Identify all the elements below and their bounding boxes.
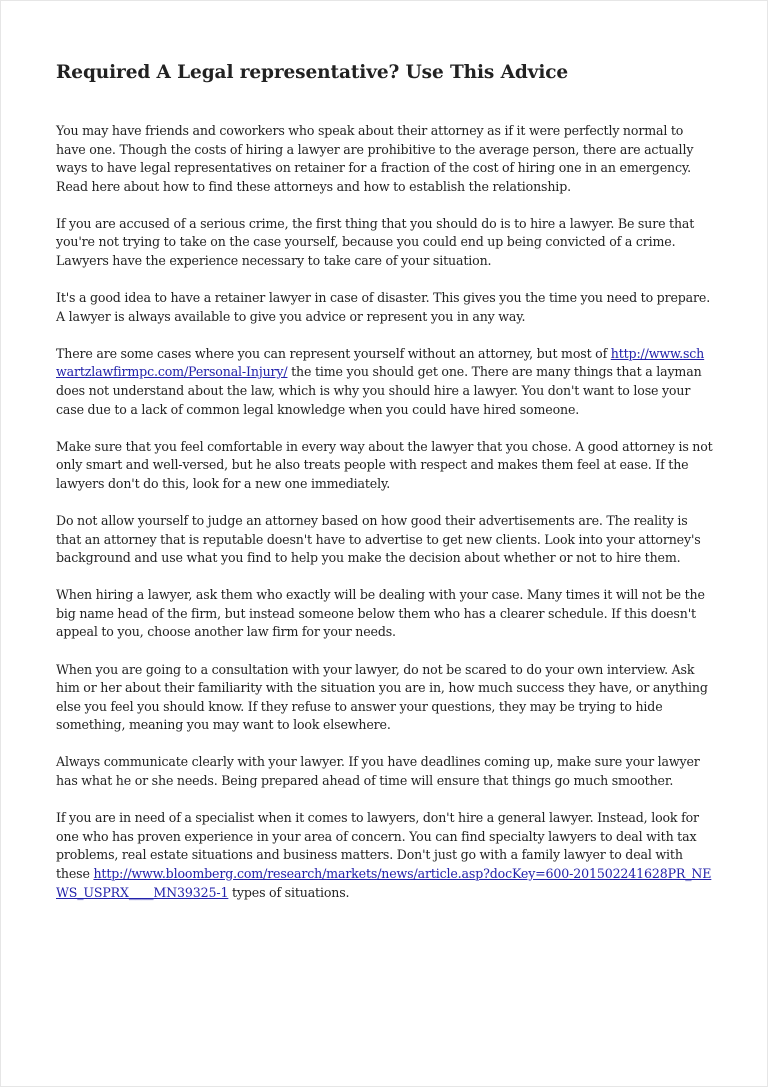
paragraph-4-text-before: There are some cases where you can represent yourself without an attorney, but most of <box>56 345 611 361</box>
paragraph-6: Do not allow yourself to judge an attorney based on how good their advertisements are. The reality is that an attorney that is reputable doesn't have to advertise to get new clients. Look into your attorney's background and use what you find to help you make the decision about whether or not to hire them. <box>56 513 701 566</box>
paragraph-8: When you are going to a consultation with your lawyer, do not be scared to do your own interview. Ask him or her about their familiarity with the situation you are in, how much success they have, or anything else you feel you should know. If they refuse to answer your questions, they may be trying to hide something, meaning you may want to look elsewhere. <box>56 661 708 733</box>
schwartz-law-link[interactable]: http://www.schwartzlawfirmpc.com/Personal-Injury/ <box>56 345 705 380</box>
document-body <box>56 61 714 921</box>
paragraph-4-text-after: the time you should get one. There are many things that a layman does not understand about the law, which is why you should hire a lawyer. You don't want to lose your case due to a lack of common legal knowledge when you could have hired someone. <box>56 364 702 417</box>
document-title: Required A Legal representative? Use This Advice <box>56 62 569 83</box>
paragraph-10 <box>56 809 714 902</box>
paragraph-7: When hiring a lawyer, ask them who exactly will be dealing with your case. Many times it will not be the big name head of the firm, but instead someone below them who has a clearer schedule. If this doesn't appeal to you, choose another law firm for your needs. <box>56 587 705 640</box>
paragraph-5: Make sure that you feel comfortable in every way about the lawyer that you chose. A good attorney is not only smart and well-versed, but he also treats people with respect and makes them feel at ease. If the lawyers don't do this, look for a new one immediately. <box>56 438 713 491</box>
bloomberg-link[interactable]: http://www.bloomberg.com/research/markets/news/article.asp?docKey=600-201502241628PR_NEWS_USPRX____MN39325-1 <box>56 865 712 900</box>
paragraph-1: You may have friends and coworkers who speak about their attorney as if it were perfectly normal to have one. Though the costs of hiring a lawyer are prohibitive to the average person, there are actually ways to have legal representatives on retainer for a fraction of the cost of hiring one in an emergency. Read here about how to find these attorneys and how to establish the relationship. <box>56 123 694 194</box>
paragraph-9: Always communicate clearly with your lawyer. If you have deadlines coming up, make sure your lawyer has what he or she needs. Being prepared ahead of time will ensure that things go much smoother. <box>56 754 700 789</box>
paragraph-2: If you are accused of a serious crime, the first thing that you should do is to hire a lawyer. Be sure that you're not trying to take on the case yourself, because you could end up being convicted of a crime. Lawyers have the experience necessary to take care of your situation. <box>56 215 695 269</box>
paragraph-4 <box>56 345 714 419</box>
paragraph-10-text-after: types of situations. <box>228 884 350 900</box>
paragraph-10-text-before: If you are in need of a specialist when it comes to lawyers, don't hire a general lawyer. Instead, look for one who has proven experience in your area of concern. You can find specialty lawyers to deal with tax problems, real estate situations and business matters. Don't just go with a family lawyer to deal with these <box>56 810 699 881</box>
paragraph-3: It's a good idea to have a retainer lawyer in case of disaster. This gives you the time you need to prepare. A lawyer is always available to give you advice or represent you in any way. <box>56 290 711 324</box>
